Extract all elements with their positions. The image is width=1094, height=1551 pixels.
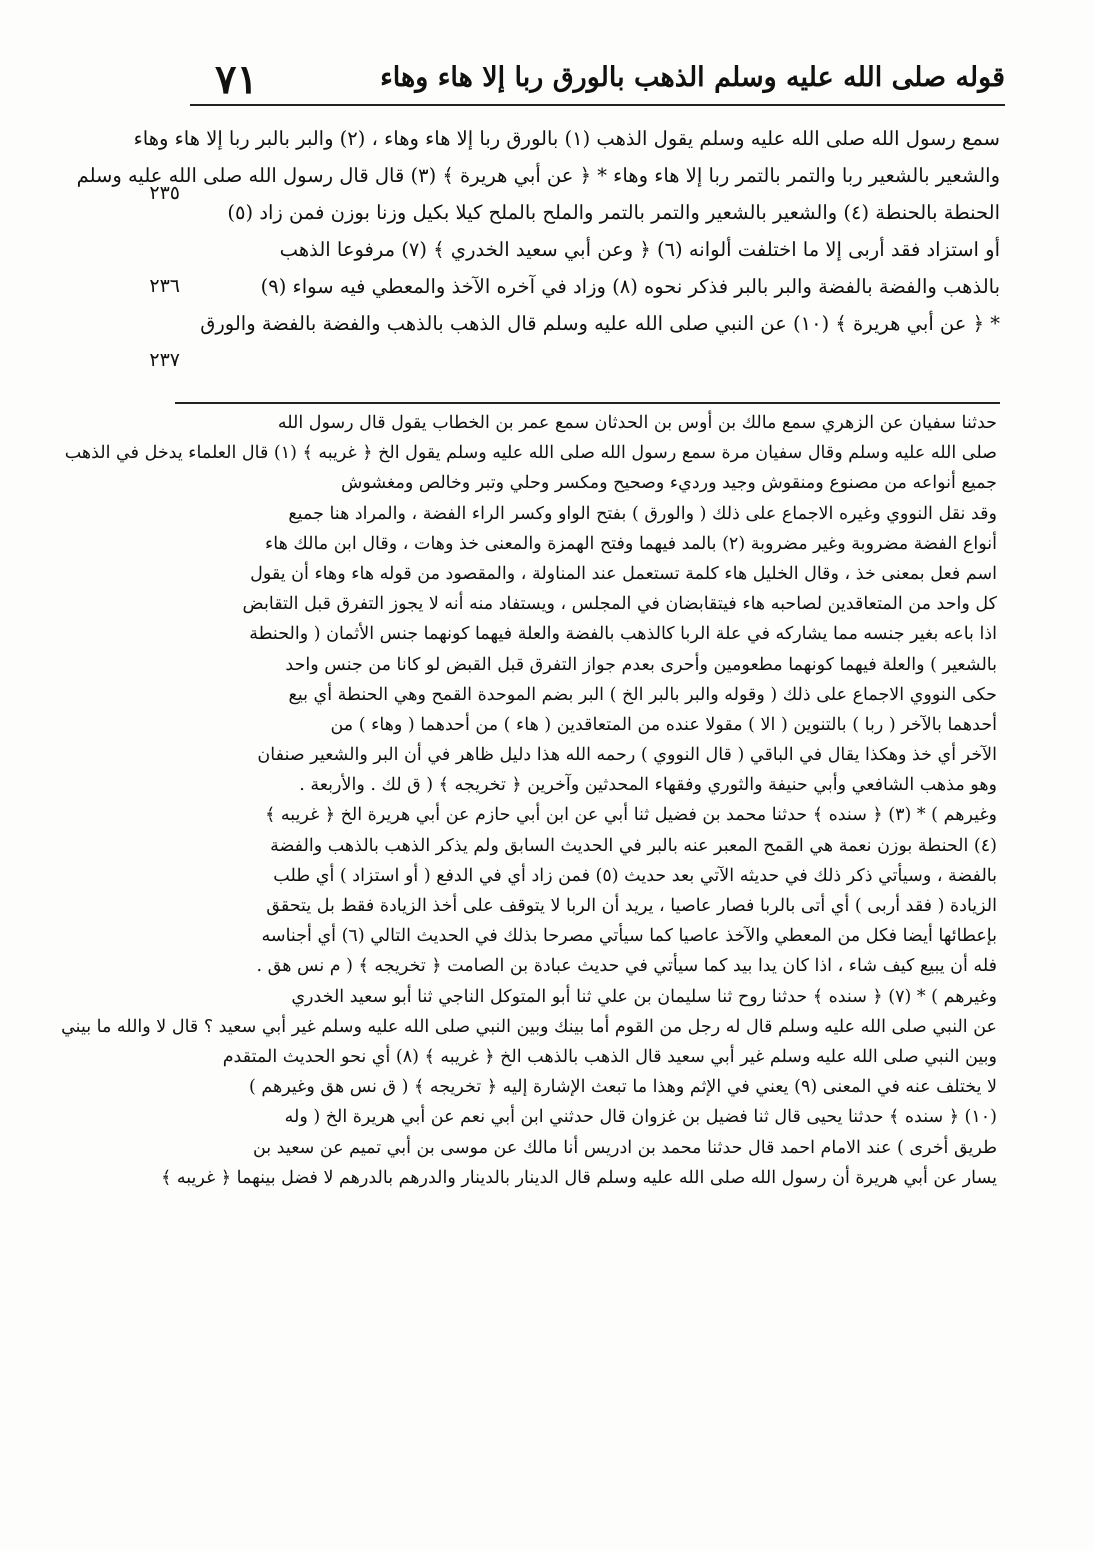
commentary-line: وبين النبي صلى الله عليه وسلم غير أبي سعيد قال الذهب بالذهب الخ ﴿ غريبه ﴾ (٨) أي نحو الحديث المتقدم bbox=[222, 1046, 997, 1067]
hadith-line: الحنطة بالحنطة (٤) والشعير بالشعير والتمر بالتمر والملح بالملح كيلا بكيل وزنا بوزن فمن زاد (٥) bbox=[227, 201, 1000, 224]
hadith-line: بالذهب والفضة بالفضة والبر بالبر فذكر نحوه (٨) وزاد في آخره الآخذ والمعطي فيه سواء (٩) bbox=[260, 275, 1000, 298]
hadith-line: * ﴿ عن أبي هريرة ﴾ (١٠) عن النبي صلى الله عليه وسلم قال الذهب بالذهب والفضة بالفضة والورق bbox=[200, 312, 1000, 335]
commentary-line: وهو مذهب الشافعي وأبي حنيفة والثوري وفقهاء المحدثين وآخرين ﴿ تخريجه ﴾ ( ق لك . والأربعة . bbox=[299, 775, 997, 796]
commentary-line: وغيرهم ) * (٣) ﴿ سنده ﴾ حدثنا محمد بن فضيل ثنا أبي عن ابن أبي حازم عن أبي هريرة الخ ﴿ غريبه ﴾ bbox=[265, 805, 997, 826]
commentary-line: جميع أنواعه من مصنوع ومنقوش وجيد ورديء وصحيح ومكسر وحلي وتبر وخالص ومغشوش bbox=[341, 473, 997, 494]
commentary-line: عن النبي صلى الله عليه وسلم قال له رجل من القوم أما بينك وبين النبي صلى الله عليه وسلم غير أبي سعيد ؟ قال لا والله ما بيني bbox=[61, 1016, 997, 1037]
hadith-number: ٢٣٦ bbox=[149, 275, 180, 297]
page-header bbox=[205, 56, 1005, 102]
commentary-line: (٤) الحنطة بوزن نعمة هي القمح المعبر عنه بالبر في الحديث السابق ولم يذكر الذهب بالذهب والفضة bbox=[270, 835, 997, 856]
commentary-line: طريق أخرى ) عند الامام احمد قال حدثنا محمد بن ادريس أنا مالك عن موسى بن أبي تميم عن سعيد بن bbox=[252, 1137, 997, 1158]
commentary-line: بالشعير ) والعلة فيهما كونهما مطعومين وأحرى بعدم جواز التفرق قبل القبض لو كانا من جنس واحد bbox=[285, 654, 997, 675]
commentary-line: الزيادة ( فقد أربى ) أي أتى بالربا فصار عاصيا ، يريد أن الربا لا يتوقف على أخذ الزيادة فقط بل يتحقق bbox=[266, 896, 997, 916]
commentary-line: اسم فعل بمعنى خذ ، وقال الخليل هاء كلمة تستعمل عند المناولة ، والمقصود من قوله هاء وهاء أن يقول bbox=[250, 563, 997, 584]
commentary-line: وقد نقل النووي وغيره الاجماع على ذلك ( والورق ) بفتح الواو وكسر الراء الفضة ، والمراد هنا جميع bbox=[288, 503, 997, 524]
footnote-rule bbox=[175, 402, 1000, 404]
commentary-line: صلى الله عليه وسلم وقال سفيان مرة سمع رسول الله صلى الله عليه وسلم يقول الخ ﴿ غريبه ﴾ (١) قال العلماء يدخل في الذهب bbox=[64, 443, 997, 464]
commentary-line: أنواع الفضة مضروبة وغير مضروبة (٢) بالمد فيهما وفتح الهمزة والمعنى خذ وهات ، وقال ابن مالك هاء bbox=[265, 533, 997, 554]
hadith-number: ٢٣٥ bbox=[149, 182, 180, 204]
running-title: قوله صلى الله عليه وسلم الذهب بالورق ربا إلا هاء وهاء bbox=[380, 62, 1005, 93]
commentary-text bbox=[61, 408, 997, 1193]
page-number: ٧١ bbox=[215, 56, 258, 103]
commentary-line: بالفضة ، وسيأتي ذكر ذلك في حديثه الآتي بعد حديث (٥) فمن زاد أي في الدفع ( أو استزاد ) أي طلب bbox=[273, 865, 997, 886]
commentary-line: (١٠) ﴿ سنده ﴾ حدثنا يحيى قال ثنا فضيل بن غزوان قال حدثني ابن أبي نعم عن أبي هريرة الخ ( وله bbox=[284, 1107, 997, 1128]
commentary-line: اذا باعه بغير جنسه مما يشاركه في علة الربا كالذهب بالفضة والعلة فيهما كونهما جنس الأثمان ( والحنطة bbox=[249, 624, 997, 645]
commentary-line: الآخر أي خذ وهكذا يقال في الباقي ( قال النووي ) رحمه الله هذا دليل ظاهر في أن البر والشعير صنفان bbox=[257, 745, 997, 766]
commentary-line: فله أن يبيع كيف شاء ، اذا كان يدا بيد كما سيأتي في حديث عبادة بن الصامت ﴿ تخريجه ﴾ ( م نس هق . bbox=[256, 956, 997, 977]
hadith-line: والشعير بالشعير ربا والتمر بالتمر ربا إلا هاء وهاء * ﴿ عن أبي هريرة ﴾ (٣) قال قال رسول الله صلى الله عليه وسلم bbox=[76, 164, 1000, 187]
commentary-line: كل واحد من المتعاقدين لصاحبه هاء فيتقابضان في المجلس ، ويستفاد منه أنه لا يجوز التفرق قبل التقابض bbox=[242, 594, 997, 615]
hadith-line: أو استزاد فقد أربى إلا ما اختلفت ألوانه (٦) ﴿ وعن أبي سعيد الخدري ﴾ (٧) مرفوعا الذهب bbox=[279, 238, 1000, 261]
header-rule bbox=[190, 104, 1005, 106]
commentary-line: لا يختلف عنه في المعنى (٩) يعني في الإثم وهذا ما تبعث الإشارة إليه ﴿ تخريجه ﴾ ( ق نس هق وغيرهم ) bbox=[248, 1077, 997, 1098]
commentary-line: يسار عن أبي هريرة أن رسول الله صلى الله عليه وسلم قال الدينار بالدينار والدرهم بالدرهم لا فضل بينهما ﴿ غريبه ﴾ bbox=[161, 1167, 997, 1188]
hadith-number: ٢٣٧ bbox=[149, 349, 180, 371]
commentary-line: وغيرهم ) * (٧) ﴿ سنده ﴾ حدثنا روح ثنا سليمان بن علي ثنا أبو المتوكل الناجي ثنا أبو سعيد الخدري bbox=[291, 986, 997, 1007]
hadith-line: سمع رسول الله صلى الله عليه وسلم يقول الذهب (١) بالورق ربا إلا هاء وهاء ، (٢) والبر بالبر ربا إلا هاء وهاء bbox=[133, 127, 1000, 150]
commentary-line: حكى النووي الاجماع على ذلك ( وقوله والبر بالبر الخ ) البر بضم الموحدة القمح وهي الحنطة أي بيع bbox=[288, 684, 997, 705]
commentary-line: أحدهما بالآخر ( ربا ) بالتنوين ( الا ) مقولا عنده من المتعاقدين ( هاء ) من أحدهما ( وهاء ) من bbox=[330, 714, 997, 735]
commentary-line: حدثنا سفيان عن الزهري سمع مالك بن أوس بن الحدثان سمع عمر بن الخطاب يقول قال رسول الله bbox=[277, 413, 997, 433]
commentary-line: بإعطائها أيضا فكل من المعطي والآخذ عاصيا كما سيأتي مصرحا بذلك في الحديث التالي (٦) أي أجناسه bbox=[261, 926, 997, 947]
